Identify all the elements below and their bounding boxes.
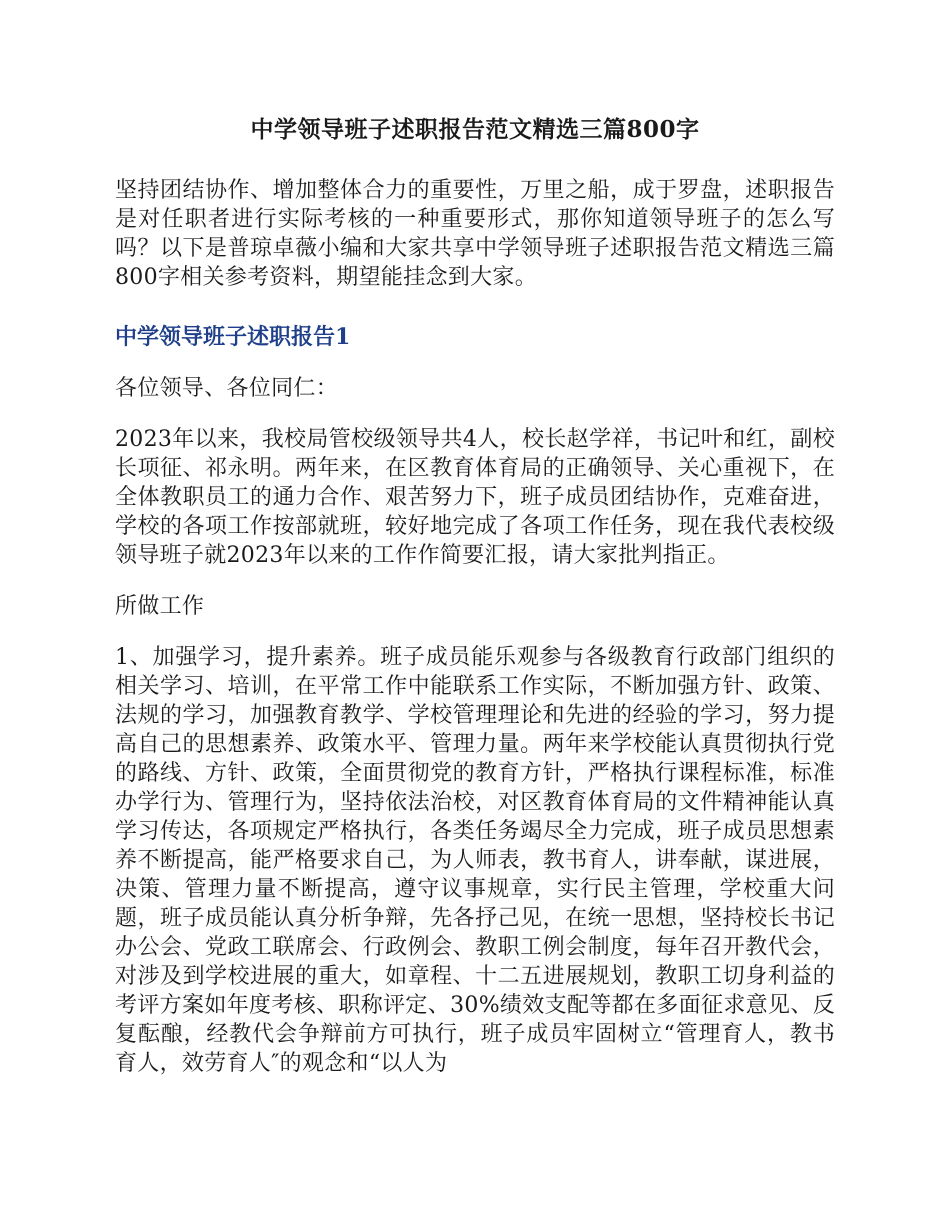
document-page — [115, 100, 835, 1100]
document-title: 中学领导班子述职报告范文精选三篇800字 — [250, 116, 700, 143]
section-heading: 中学领导班子述职报告1 — [115, 324, 351, 350]
body-paragraph-1: 2023年以来，我校局管校级领导共4人，校长赵学祥，书记叶和红，副校长项征、祁永明。两年来，在区教育体育局的正确领导、关心重视下，在全体教职员工的通力合作、艰苦努力下，班子成员团结协作，克难奋进，学校的各项工作按部就班，较好地完成了各项工作任务，现在我代表校级领导班子就2023年以来的工作作简要汇报，请大家批判指正。 — [115, 427, 835, 568]
body-paragraph-2: 1、加强学习，提升素养。班子成员能乐观参与各级教育行政部门组织的相关学习、培训，在平常工作中能联系工作实际，不断加强方针、政策、法规的学习，加强教育教学、学校管理理论和先进的经验的学习，努力提高自己的思想素养、政策水平、管理力量。两年来学校能认真贯彻执行党的路线、方针、政策，全面贯彻党的教育方针，严格执行课程标准，标准办学行为、管理行为，坚持依法治校，对区教育体育局的文件精神能认真学习传达，各项规定严格执行，各类任务竭尽全力完成，班子成员思想素养不断提高，能严格要求自己，为人师表，教书育人，讲奉献，谋进展，决策、管理力量不断提高，遵守议事规章，实行民主管理，学校重大问题，班子成员能认真分析争辩，先各抒己见，在统一思想，坚持校长书记办公会、党政工联席会、行政例会、教职工例会制度，每年召开教代会，对涉及到学校进展的重大，如章程、十二五进展规划，教职工切身利益的考评方案如年度考核、职称评定、30%绩效支配等都在多面征求意见、反复酝酿，经教代会争辩前方可执行，班子成员牢固树立“管理育人，教书育人，效劳育人″的观念和“以人为 — [115, 645, 835, 1076]
salutation: 各位领导、各位同仁： — [115, 376, 339, 401]
subheading-work-done: 所做工作 — [115, 594, 205, 619]
intro-paragraph: 坚持团结协作、增加整体合力的重要性，万里之船，成于罗盘，述职报告是对任职者进行实际考核的一种重要形式，那你知道领导班子的怎么写吗？以下是普琼卓薇小编和大家共享中学领导班子述职报告范文精选三篇800字相关参考资料，期望能挂念到大家。 — [115, 178, 835, 290]
